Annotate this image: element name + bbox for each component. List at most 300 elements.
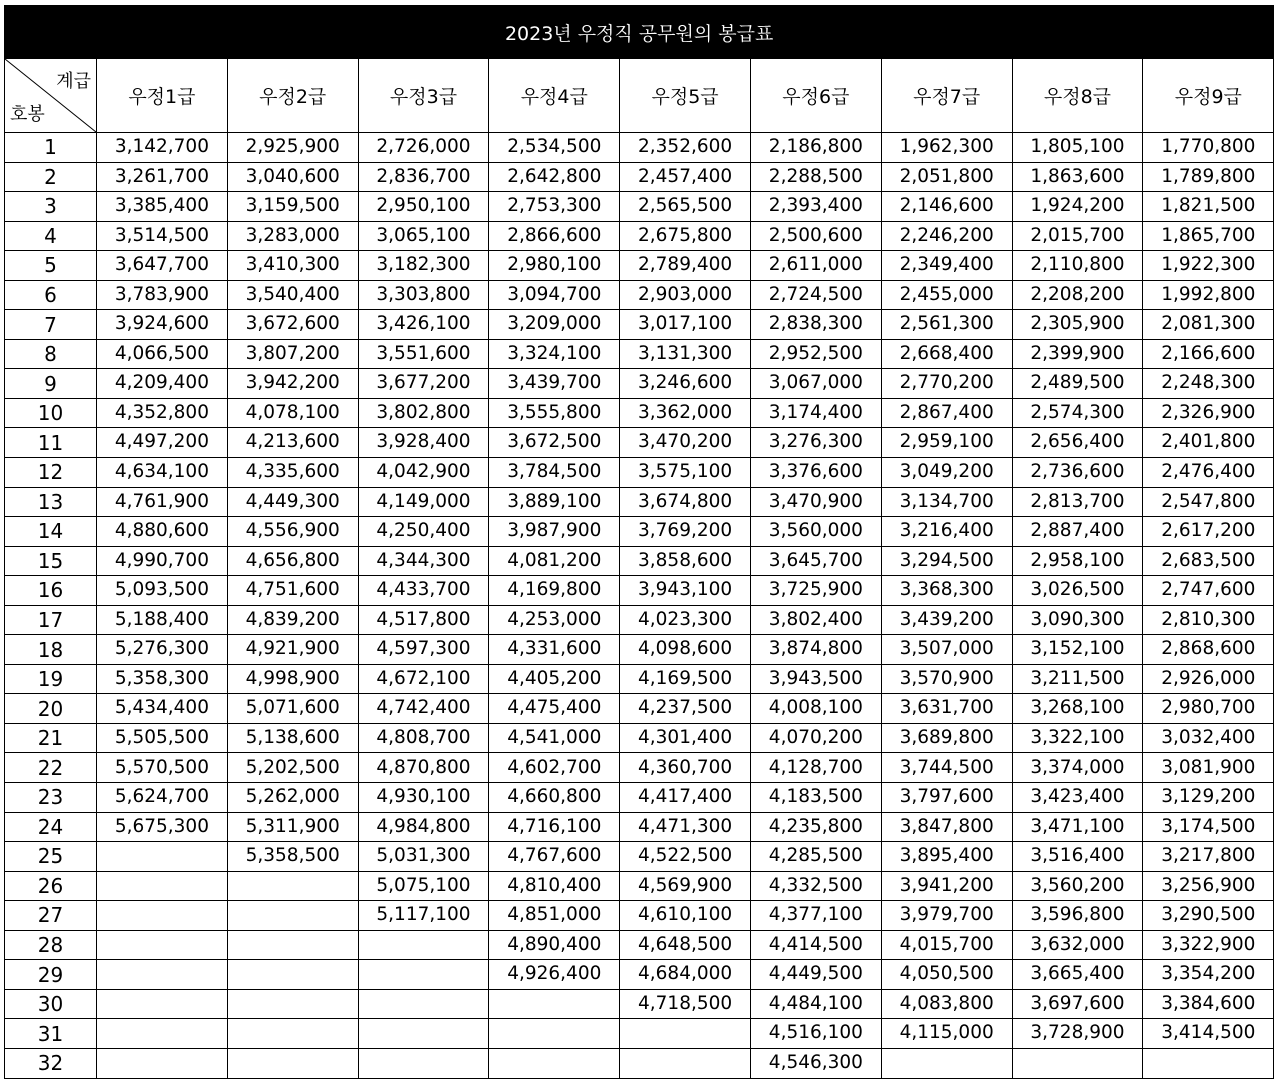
salary-cell: 3,540,400 (227, 280, 358, 310)
salary-cell: 3,987,900 (489, 517, 620, 547)
salary-cell: 3,385,400 (97, 192, 228, 222)
salary-cell: 4,998,900 (227, 664, 358, 694)
table-row (5, 960, 1274, 990)
header-row (5, 59, 1274, 133)
salary-cell: 4,008,100 (750, 694, 881, 724)
salary-cell: 3,090,300 (1012, 605, 1143, 635)
salary-cell (358, 960, 489, 990)
salary-cell: 2,186,800 (750, 133, 881, 163)
salary-cell (97, 1019, 228, 1049)
step-cell: 25 (5, 842, 97, 872)
salary-cell: 4,098,600 (620, 635, 751, 665)
salary-cell: 3,783,900 (97, 280, 228, 310)
salary-cell: 3,942,200 (227, 369, 358, 399)
salary-cell: 3,131,300 (620, 339, 751, 369)
salary-cell: 2,952,500 (750, 339, 881, 369)
salary-cell: 5,311,900 (227, 812, 358, 842)
salary-cell: 1,865,700 (1143, 221, 1274, 251)
step-label: 호봉 (10, 104, 45, 125)
salary-cell: 4,331,600 (489, 635, 620, 665)
salary-cell: 4,484,100 (750, 989, 881, 1019)
step-cell: 21 (5, 723, 97, 753)
salary-cell: 3,283,000 (227, 221, 358, 251)
salary-cell: 2,166,600 (1143, 339, 1274, 369)
salary-cell: 5,358,500 (227, 842, 358, 872)
salary-cell: 5,505,500 (97, 723, 228, 753)
salary-cell (227, 1019, 358, 1049)
salary-cell: 4,742,400 (358, 694, 489, 724)
salary-cell: 3,689,800 (881, 723, 1012, 753)
salary-cell: 3,256,900 (1143, 871, 1274, 901)
salary-cell (358, 930, 489, 960)
salary-cell (97, 1048, 228, 1078)
table-row (5, 812, 1274, 842)
salary-cell: 3,032,400 (1143, 723, 1274, 753)
salary-cell: 3,943,500 (750, 664, 881, 694)
salary-cell: 4,344,300 (358, 546, 489, 576)
salary-cell: 2,980,100 (489, 251, 620, 281)
salary-cell: 4,377,100 (750, 901, 881, 931)
salary-cell: 3,674,800 (620, 487, 751, 517)
salary-cell: 3,362,000 (620, 398, 751, 428)
salary-cell: 4,597,300 (358, 635, 489, 665)
salary-cell: 3,928,400 (358, 428, 489, 458)
salary-cell: 3,725,900 (750, 576, 881, 606)
step-cell: 16 (5, 576, 97, 606)
step-cell: 26 (5, 871, 97, 901)
salary-cell (1012, 1048, 1143, 1078)
salary-cell: 2,110,800 (1012, 251, 1143, 281)
salary-cell: 4,990,700 (97, 546, 228, 576)
salary-cell: 2,642,800 (489, 162, 620, 192)
salary-cell: 3,439,700 (489, 369, 620, 399)
salary-cell: 4,042,900 (358, 458, 489, 488)
salary-cell: 3,807,200 (227, 339, 358, 369)
salary-cell (97, 960, 228, 990)
salary-cell: 5,075,100 (358, 871, 489, 901)
salary-cell: 4,716,100 (489, 812, 620, 842)
step-cell: 6 (5, 280, 97, 310)
salary-cell: 3,294,500 (881, 546, 1012, 576)
salary-cell: 3,979,700 (881, 901, 1012, 931)
salary-cell: 5,276,300 (97, 635, 228, 665)
salary-cell: 1,922,300 (1143, 251, 1274, 281)
salary-cell: 2,925,900 (227, 133, 358, 163)
salary-cell: 4,023,300 (620, 605, 751, 635)
salary-cell: 4,015,700 (881, 930, 1012, 960)
salary-cell: 4,352,800 (97, 398, 228, 428)
table-body (5, 133, 1274, 1079)
salary-cell: 2,789,400 (620, 251, 751, 281)
table-row (5, 428, 1274, 458)
salary-cell: 2,950,100 (358, 192, 489, 222)
step-cell: 18 (5, 635, 97, 665)
salary-cell: 4,285,500 (750, 842, 881, 872)
salary-cell: 3,081,900 (1143, 753, 1274, 783)
salary-cell: 4,672,100 (358, 664, 489, 694)
salary-cell: 3,570,900 (881, 664, 1012, 694)
table-row (5, 576, 1274, 606)
salary-cell: 4,546,300 (750, 1048, 881, 1078)
salary-cell: 2,476,400 (1143, 458, 1274, 488)
salary-cell: 3,889,100 (489, 487, 620, 517)
salary-cell (358, 989, 489, 1019)
table-row (5, 605, 1274, 635)
step-cell: 3 (5, 192, 97, 222)
salary-cell: 3,471,100 (1012, 812, 1143, 842)
table-row (5, 133, 1274, 163)
salary-cell: 5,093,500 (97, 576, 228, 606)
step-cell: 5 (5, 251, 97, 281)
salary-cell: 2,868,600 (1143, 635, 1274, 665)
column-header: 우정9급 (1143, 59, 1274, 133)
salary-cell: 2,455,000 (881, 280, 1012, 310)
step-cell: 17 (5, 605, 97, 635)
step-cell: 2 (5, 162, 97, 192)
salary-cell: 1,992,800 (1143, 280, 1274, 310)
salary-cell: 3,516,400 (1012, 842, 1143, 872)
salary-cell: 4,250,400 (358, 517, 489, 547)
salary-cell (227, 930, 358, 960)
table-row (5, 339, 1274, 369)
salary-cell: 3,017,100 (620, 310, 751, 340)
salary-cell: 2,561,300 (881, 310, 1012, 340)
salary-cell: 5,117,100 (358, 901, 489, 931)
step-cell: 30 (5, 989, 97, 1019)
step-cell: 23 (5, 783, 97, 813)
salary-cell: 4,497,200 (97, 428, 228, 458)
salary-cell: 2,208,200 (1012, 280, 1143, 310)
step-cell: 24 (5, 812, 97, 842)
salary-cell: 3,142,700 (97, 133, 228, 163)
salary-cell: 4,808,700 (358, 723, 489, 753)
table-row (5, 635, 1274, 665)
salary-cell: 2,747,600 (1143, 576, 1274, 606)
salary-cell (358, 1019, 489, 1049)
salary-cell: 4,471,300 (620, 812, 751, 842)
salary-cell: 2,770,200 (881, 369, 1012, 399)
salary-cell: 3,268,100 (1012, 694, 1143, 724)
title-row (5, 6, 1274, 59)
salary-cell: 2,656,400 (1012, 428, 1143, 458)
salary-cell: 3,094,700 (489, 280, 620, 310)
salary-cell (97, 901, 228, 931)
salary-cell: 3,560,000 (750, 517, 881, 547)
salary-cell: 4,648,500 (620, 930, 751, 960)
salary-cell: 4,926,400 (489, 960, 620, 990)
salary-cell: 2,081,300 (1143, 310, 1274, 340)
salary-cell: 2,015,700 (1012, 221, 1143, 251)
salary-cell: 3,672,600 (227, 310, 358, 340)
salary-cell: 4,360,700 (620, 753, 751, 783)
salary-cell: 2,867,400 (881, 398, 1012, 428)
salary-cell: 2,574,300 (1012, 398, 1143, 428)
salary-cell (227, 901, 358, 931)
salary-cell: 5,031,300 (358, 842, 489, 872)
salary-cell: 3,728,900 (1012, 1019, 1143, 1049)
salary-cell: 3,368,300 (881, 576, 1012, 606)
salary-cell: 3,470,900 (750, 487, 881, 517)
step-cell: 4 (5, 221, 97, 251)
salary-cell: 2,401,800 (1143, 428, 1274, 458)
step-cell: 13 (5, 487, 97, 517)
salary-cell: 3,744,500 (881, 753, 1012, 783)
column-header: 우정7급 (881, 59, 1012, 133)
salary-cell: 3,276,300 (750, 428, 881, 458)
salary-cell: 3,261,700 (97, 162, 228, 192)
table-row (5, 458, 1274, 488)
salary-cell: 4,332,500 (750, 871, 881, 901)
salary-cell: 4,417,400 (620, 783, 751, 813)
salary-cell: 2,565,500 (620, 192, 751, 222)
salary-cell (97, 989, 228, 1019)
salary-cell: 3,049,200 (881, 458, 1012, 488)
salary-cell: 3,797,600 (881, 783, 1012, 813)
salary-cell: 3,596,800 (1012, 901, 1143, 931)
salary-cell: 2,753,300 (489, 192, 620, 222)
salary-cell: 5,624,700 (97, 783, 228, 813)
salary-cell: 4,475,400 (489, 694, 620, 724)
salary-cell: 3,439,200 (881, 605, 1012, 635)
salary-cell: 4,517,800 (358, 605, 489, 635)
step-cell: 28 (5, 930, 97, 960)
salary-cell: 2,926,000 (1143, 664, 1274, 694)
table-row (5, 842, 1274, 872)
salary-cell: 2,813,700 (1012, 487, 1143, 517)
salary-cell: 3,152,100 (1012, 635, 1143, 665)
salary-cell: 3,560,200 (1012, 871, 1143, 901)
salary-cell: 1,863,600 (1012, 162, 1143, 192)
table-row (5, 517, 1274, 547)
table-row (5, 723, 1274, 753)
salary-cell: 3,895,400 (881, 842, 1012, 872)
salary-cell: 2,726,000 (358, 133, 489, 163)
salary-cell: 3,246,600 (620, 369, 751, 399)
salary-cell (881, 1048, 1012, 1078)
salary-cell: 2,534,500 (489, 133, 620, 163)
salary-cell: 4,930,100 (358, 783, 489, 813)
table-row (5, 546, 1274, 576)
step-cell: 7 (5, 310, 97, 340)
salary-cell (620, 1019, 751, 1049)
salary-cell: 2,683,500 (1143, 546, 1274, 576)
salary-cell (97, 871, 228, 901)
salary-cell: 5,570,500 (97, 753, 228, 783)
salary-cell: 4,183,500 (750, 783, 881, 813)
salary-cell: 4,070,200 (750, 723, 881, 753)
salary-cell: 3,324,100 (489, 339, 620, 369)
salary-cell (358, 1048, 489, 1078)
column-header: 우정2급 (227, 59, 358, 133)
salary-cell: 3,290,500 (1143, 901, 1274, 931)
salary-cell: 2,489,500 (1012, 369, 1143, 399)
salary-cell: 4,449,300 (227, 487, 358, 517)
salary-cell: 2,675,800 (620, 221, 751, 251)
table-row (5, 192, 1274, 222)
salary-table (4, 5, 1274, 1079)
salary-cell: 5,202,500 (227, 753, 358, 783)
step-cell: 1 (5, 133, 97, 163)
table-row (5, 1048, 1274, 1078)
salary-cell: 4,634,100 (97, 458, 228, 488)
salary-cell: 4,921,900 (227, 635, 358, 665)
salary-cell: 3,376,600 (750, 458, 881, 488)
salary-cell: 1,805,100 (1012, 133, 1143, 163)
step-cell: 10 (5, 398, 97, 428)
table-row (5, 398, 1274, 428)
salary-cell: 2,326,900 (1143, 398, 1274, 428)
salary-cell: 5,138,600 (227, 723, 358, 753)
salary-cell: 4,066,500 (97, 339, 228, 369)
salary-cell: 4,115,000 (881, 1019, 1012, 1049)
table-row (5, 251, 1274, 281)
table-row (5, 783, 1274, 813)
salary-cell: 4,128,700 (750, 753, 881, 783)
column-header: 우정6급 (750, 59, 881, 133)
table-row (5, 989, 1274, 1019)
salary-cell: 3,941,200 (881, 871, 1012, 901)
salary-cell: 3,217,800 (1143, 842, 1274, 872)
salary-cell: 3,067,000 (750, 369, 881, 399)
salary-cell: 4,602,700 (489, 753, 620, 783)
salary-cell: 2,500,600 (750, 221, 881, 251)
salary-cell: 4,761,900 (97, 487, 228, 517)
salary-cell (97, 930, 228, 960)
salary-cell: 4,516,100 (750, 1019, 881, 1049)
table-row (5, 369, 1274, 399)
step-cell: 20 (5, 694, 97, 724)
salary-cell: 2,617,200 (1143, 517, 1274, 547)
salary-cell: 3,211,500 (1012, 664, 1143, 694)
salary-cell: 3,216,400 (881, 517, 1012, 547)
salary-cell: 4,414,500 (750, 930, 881, 960)
salary-cell: 3,322,900 (1143, 930, 1274, 960)
salary-cell: 4,767,600 (489, 842, 620, 872)
table-row (5, 162, 1274, 192)
corner-header (5, 59, 97, 133)
salary-cell (489, 1019, 620, 1049)
salary-cell: 2,352,600 (620, 133, 751, 163)
step-cell: 9 (5, 369, 97, 399)
salary-cell: 2,051,800 (881, 162, 1012, 192)
column-header: 우정4급 (489, 59, 620, 133)
salary-cell: 3,677,200 (358, 369, 489, 399)
column-header: 우정1급 (97, 59, 228, 133)
salary-cell: 4,684,000 (620, 960, 751, 990)
salary-cell: 3,182,300 (358, 251, 489, 281)
salary-cell: 5,071,600 (227, 694, 358, 724)
salary-cell: 2,903,000 (620, 280, 751, 310)
salary-cell: 1,770,800 (1143, 133, 1274, 163)
salary-cell (227, 989, 358, 1019)
salary-cell: 2,887,400 (1012, 517, 1143, 547)
salary-cell: 4,335,600 (227, 458, 358, 488)
salary-cell: 4,235,800 (750, 812, 881, 842)
table-row (5, 664, 1274, 694)
salary-cell: 3,647,700 (97, 251, 228, 281)
salary-cell: 4,301,400 (620, 723, 751, 753)
salary-cell: 4,890,400 (489, 930, 620, 960)
column-header: 우정8급 (1012, 59, 1143, 133)
salary-cell: 5,358,300 (97, 664, 228, 694)
step-cell: 15 (5, 546, 97, 576)
salary-cell: 2,866,600 (489, 221, 620, 251)
salary-cell: 3,784,500 (489, 458, 620, 488)
salary-cell: 2,248,300 (1143, 369, 1274, 399)
column-header: 우정3급 (358, 59, 489, 133)
salary-cell: 4,880,600 (97, 517, 228, 547)
salary-cell: 4,810,400 (489, 871, 620, 901)
salary-cell: 4,569,900 (620, 871, 751, 901)
salary-cell: 3,159,500 (227, 192, 358, 222)
salary-cell: 2,668,400 (881, 339, 1012, 369)
salary-cell: 2,980,700 (1143, 694, 1274, 724)
column-header: 우정5급 (620, 59, 751, 133)
salary-cell: 4,751,600 (227, 576, 358, 606)
salary-table-container (4, 5, 1274, 1079)
salary-cell: 3,040,600 (227, 162, 358, 192)
salary-cell: 4,081,200 (489, 546, 620, 576)
salary-cell: 1,962,300 (881, 133, 1012, 163)
step-cell: 32 (5, 1048, 97, 1078)
salary-cell: 3,551,600 (358, 339, 489, 369)
salary-cell: 3,423,400 (1012, 783, 1143, 813)
salary-cell: 4,522,500 (620, 842, 751, 872)
salary-cell: 4,556,900 (227, 517, 358, 547)
salary-cell: 3,555,800 (489, 398, 620, 428)
salary-cell (97, 842, 228, 872)
salary-cell: 4,213,600 (227, 428, 358, 458)
table-row (5, 871, 1274, 901)
salary-cell: 4,449,500 (750, 960, 881, 990)
salary-cell: 3,632,000 (1012, 930, 1143, 960)
salary-cell: 5,675,300 (97, 812, 228, 842)
table-row (5, 310, 1274, 340)
grade-label: 계급 (56, 71, 91, 92)
salary-cell: 2,611,000 (750, 251, 881, 281)
step-cell: 11 (5, 428, 97, 458)
salary-cell: 3,697,600 (1012, 989, 1143, 1019)
salary-cell: 2,736,600 (1012, 458, 1143, 488)
salary-cell: 3,134,700 (881, 487, 1012, 517)
salary-cell: 3,174,400 (750, 398, 881, 428)
salary-cell: 3,769,200 (620, 517, 751, 547)
table-row (5, 694, 1274, 724)
salary-cell: 3,129,200 (1143, 783, 1274, 813)
salary-cell: 3,514,500 (97, 221, 228, 251)
salary-cell: 3,665,400 (1012, 960, 1143, 990)
salary-cell: 3,858,600 (620, 546, 751, 576)
salary-cell (227, 1048, 358, 1078)
salary-cell: 3,414,500 (1143, 1019, 1274, 1049)
salary-cell: 4,433,700 (358, 576, 489, 606)
salary-cell: 2,836,700 (358, 162, 489, 192)
step-cell: 31 (5, 1019, 97, 1049)
table-row (5, 901, 1274, 931)
table-title: 2023년 우정직 공무원의 봉급표 (5, 6, 1274, 59)
salary-cell: 5,188,400 (97, 605, 228, 635)
salary-cell: 2,399,900 (1012, 339, 1143, 369)
salary-cell: 3,802,800 (358, 398, 489, 428)
salary-cell: 3,322,100 (1012, 723, 1143, 753)
step-cell: 27 (5, 901, 97, 931)
salary-cell: 3,507,000 (881, 635, 1012, 665)
salary-cell: 2,393,400 (750, 192, 881, 222)
salary-cell: 4,083,800 (881, 989, 1012, 1019)
salary-cell: 2,724,500 (750, 280, 881, 310)
salary-cell: 3,065,100 (358, 221, 489, 251)
table-row (5, 280, 1274, 310)
